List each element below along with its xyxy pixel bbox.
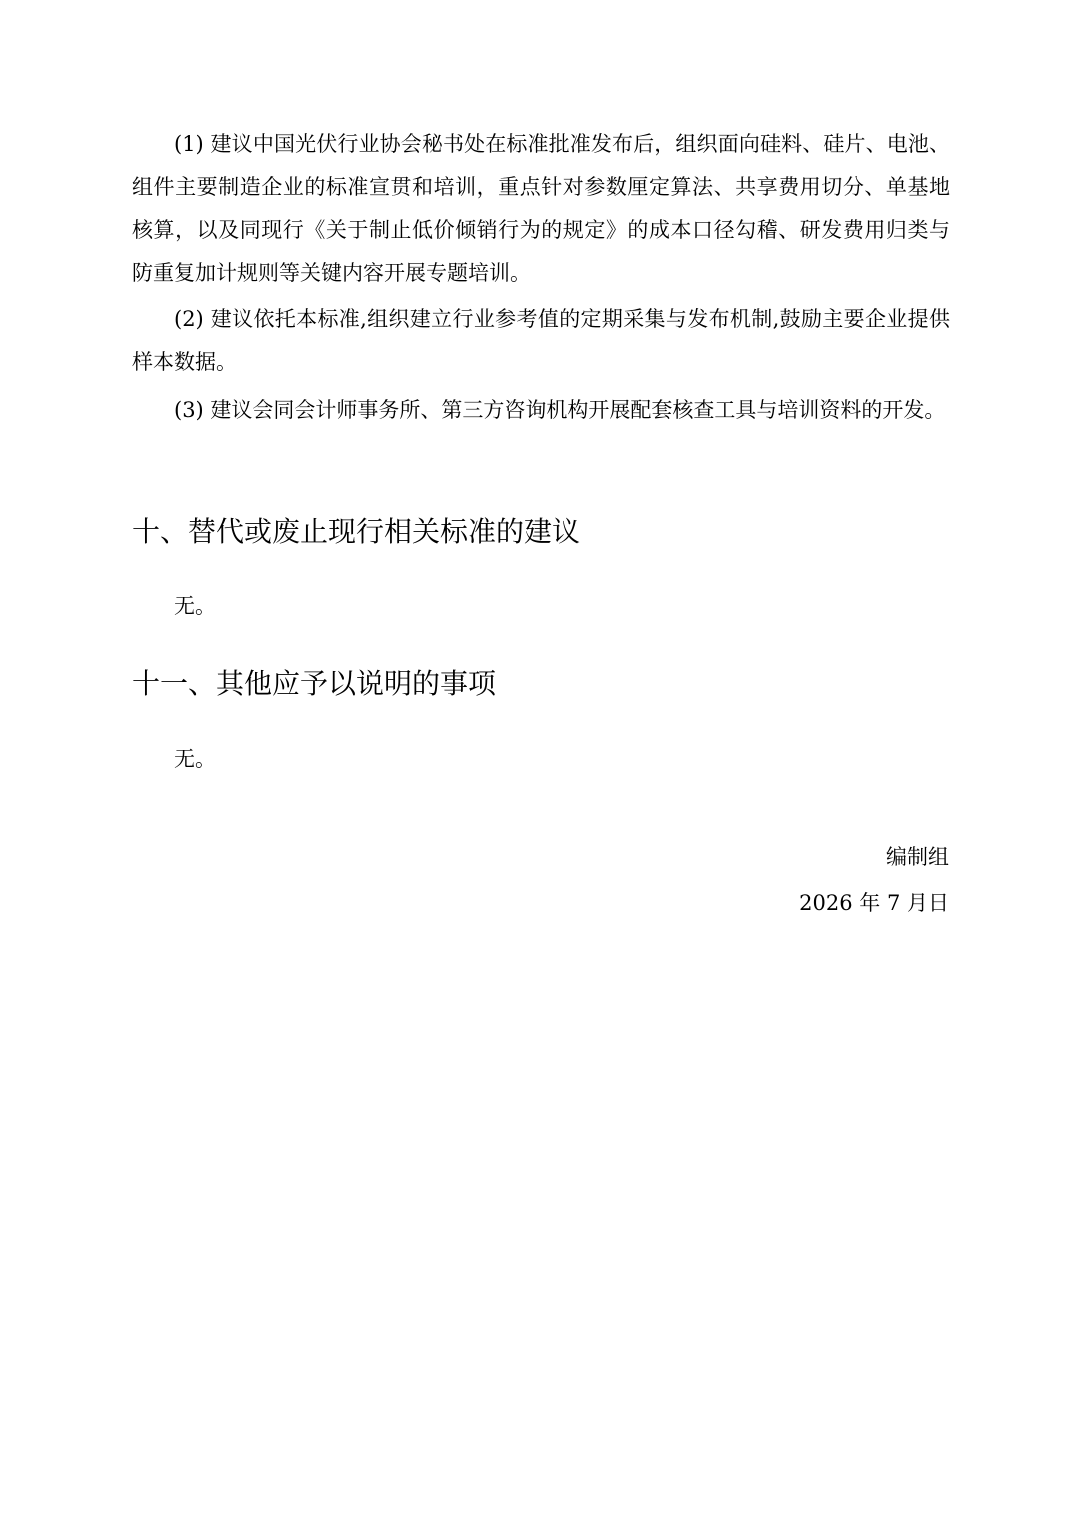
section-10-heading: 十、替代或废止现行相关标准的建议 bbox=[132, 515, 581, 548]
section-10-body: 无。 bbox=[174, 594, 216, 618]
section-11-body: 无。 bbox=[174, 747, 216, 771]
recommendation-paragraph-3: (3) 建议会同会计师事务所、第三方咨询机构开展配套核查工具与培训资料的开发。 bbox=[174, 398, 946, 422]
section-11-heading: 十一、其他应予以说明的事项 bbox=[132, 667, 497, 700]
recommendation-paragraph-2: (2) 建议依托本标准,组织建立行业参考值的定期采集与发布机制,鼓励主要企业提供样本数据。 bbox=[132, 307, 950, 374]
signature-org: 编制组 bbox=[886, 845, 949, 869]
recommendation-paragraph-1: (1) 建议中国光伏行业协会秘书处在标准批准发布后，组织面向硅料、硅片、电池、组件主要制造企业的标准宣贯和培训，重点针对参数厘定算法、共享费用切分、单基地核算，以及同现行《关于制止低价倾销行为的规定》的成本口径勾稽、研发费用归类与防重复加计规则等关键内容开展专题培训。 bbox=[132, 132, 950, 285]
signature-date: 2026 年 7 月日 bbox=[799, 891, 949, 915]
